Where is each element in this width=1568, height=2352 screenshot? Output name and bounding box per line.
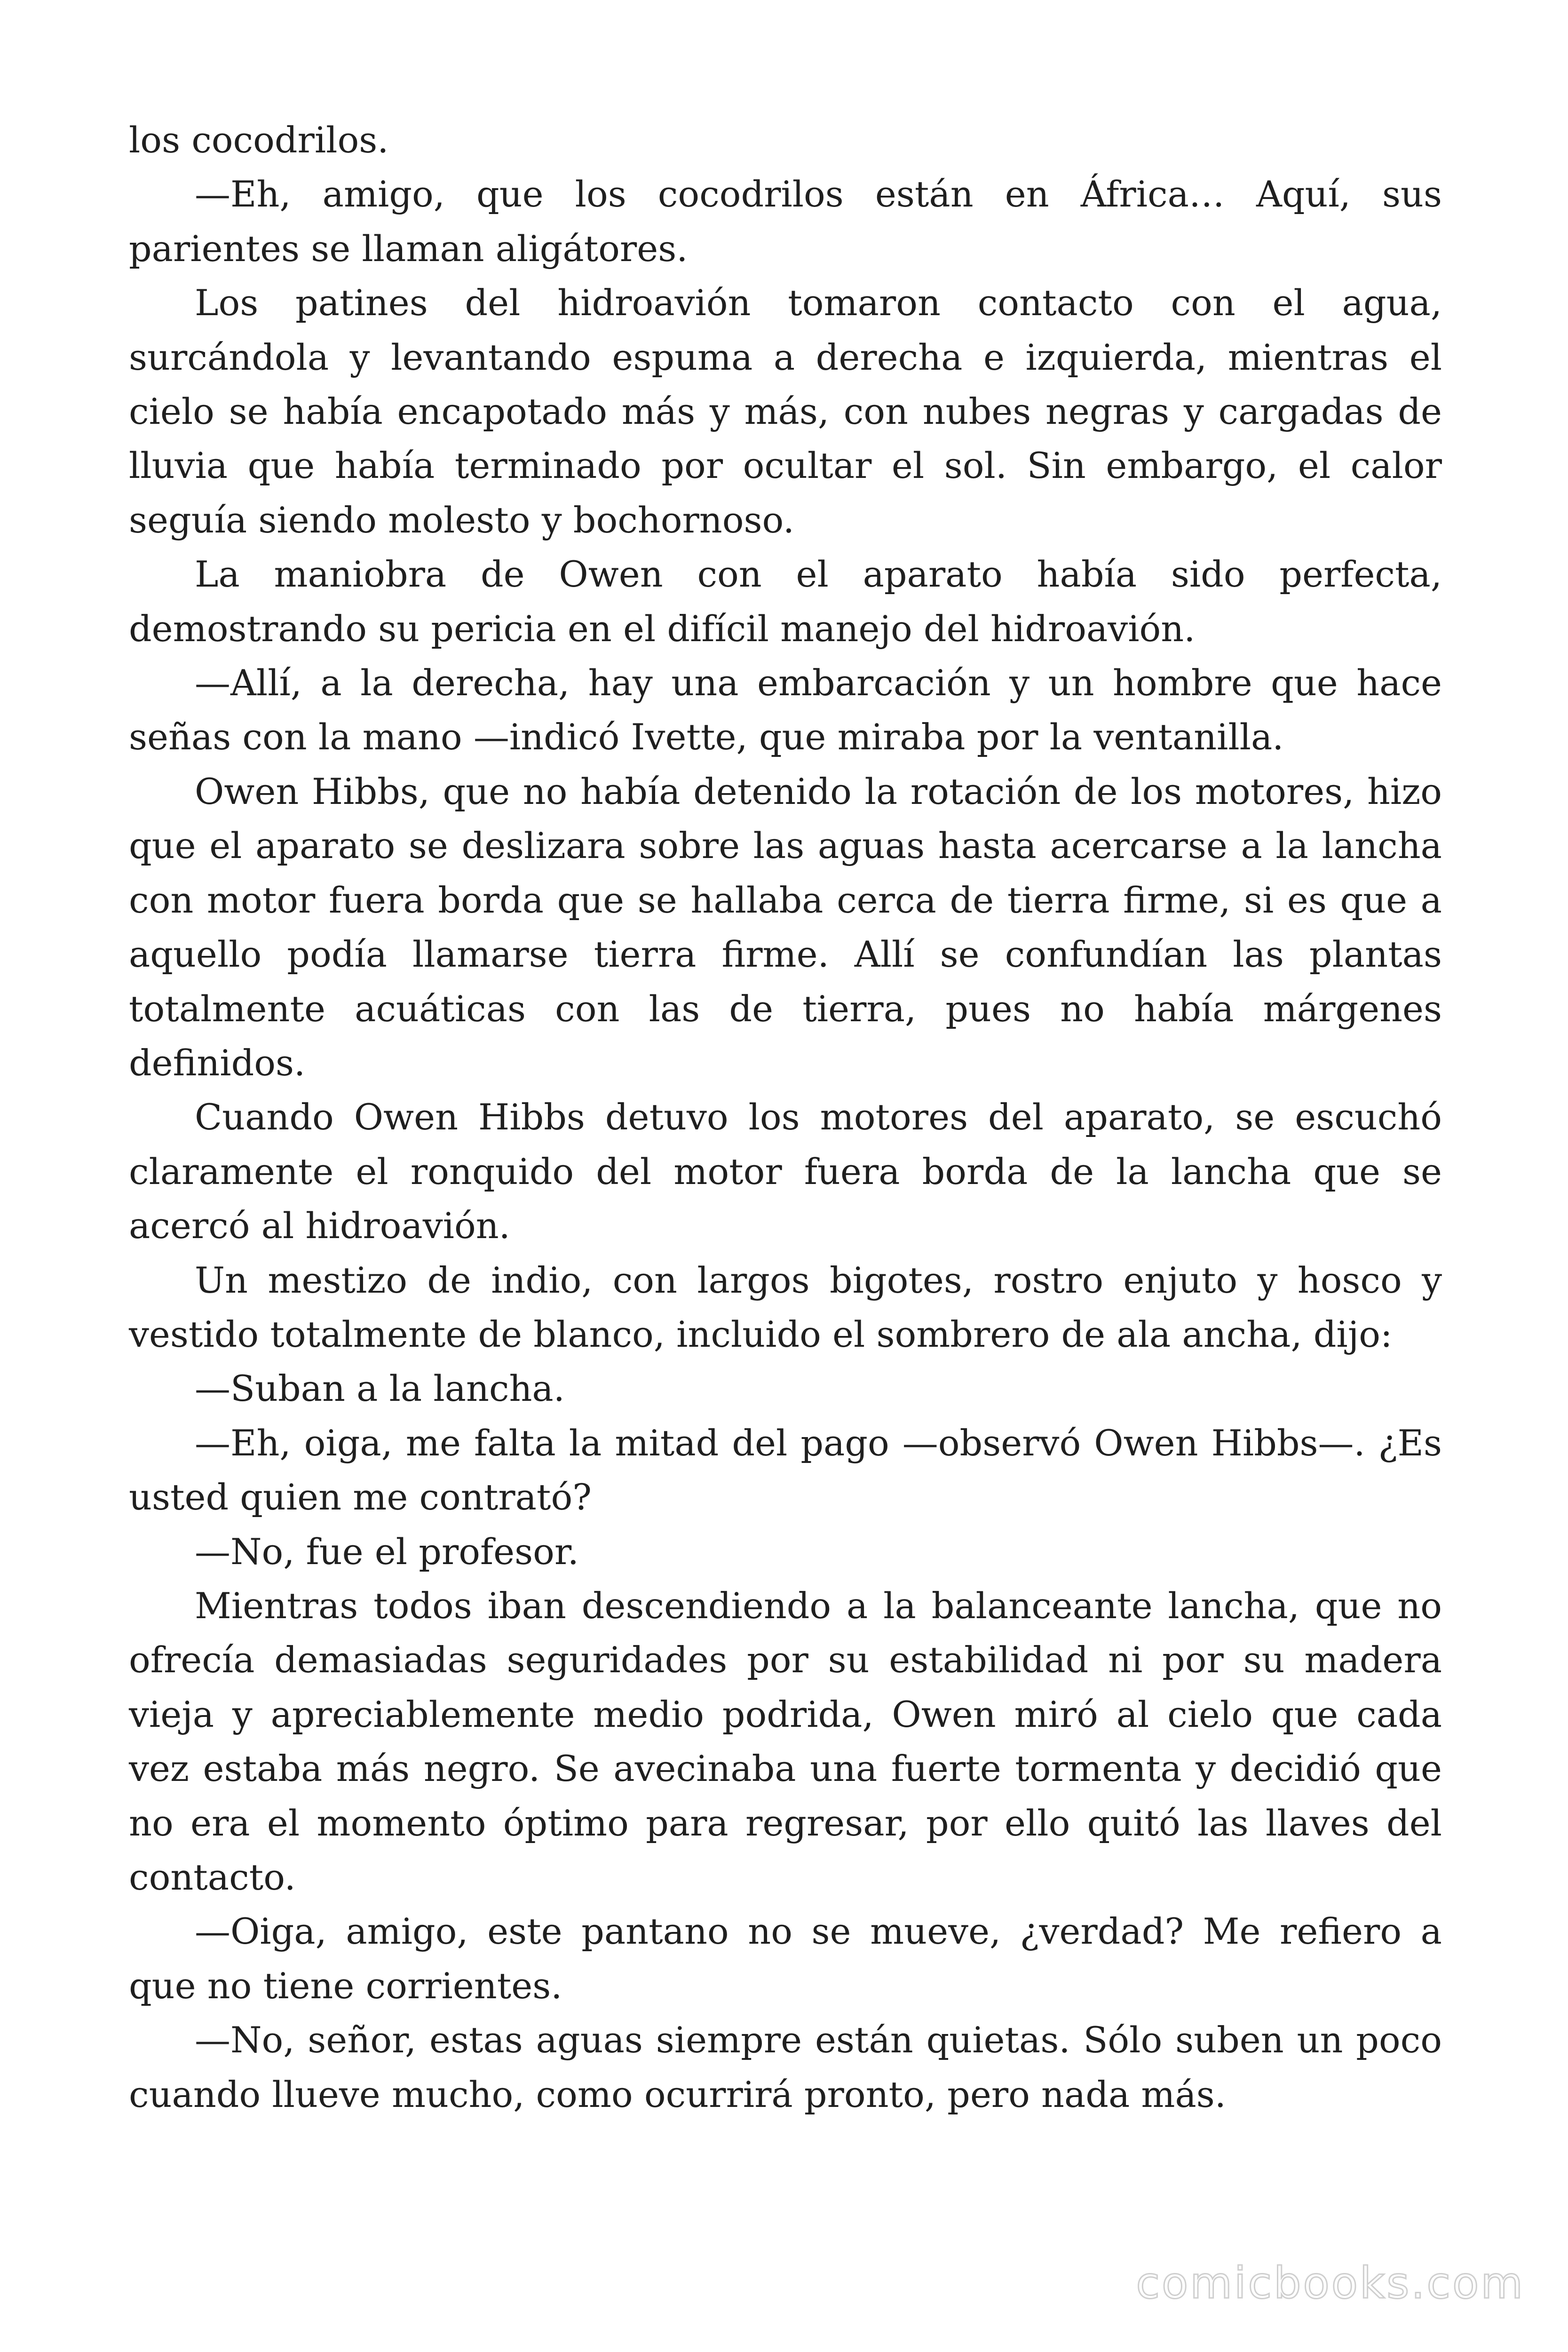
paragraph: Cuando Owen Hibbs detuvo los motores del aparato, se escuchó claramente el ronquido del motor fuera borda de la lancha que se acercó al hidroavión.: [129, 1096, 1442, 1247]
paragraph: —Oiga, amigo, este pantano no se mueve, ¿verdad? Me refiero a que no tiene corrientes.: [129, 1910, 1442, 2007]
paragraph: Owen Hibbs, que no había detenido la rotación de los motores, hizo que el aparato se deslizara sobre las aguas hasta acercarse a la lancha con motor fuera borda que se hallaba cerca de tierra firme, si es que a aquello podía llamarse tierra firme. Allí se confundían las plantas totalmente acuáticas con las de tierra, pues no había márgenes definidos.: [129, 770, 1442, 1084]
watermark: comicbooks.com: [1136, 2258, 1525, 2308]
paragraph: —Suban a la lancha.: [195, 1367, 565, 1410]
paragraph: —No, señor, estas aguas siempre están quietas. Sólo suben un poco cuando llueve mucho, como ocurrirá pronto, pero nada más.: [129, 2019, 1442, 2115]
paragraph: Un mestizo de indio, con largos bigotes, rostro enjuto y hosco y vestido totalmente de blanco, incluido el sombrero de ala ancha, dijo:: [129, 1259, 1442, 1355]
paragraph: —No, fue el profesor.: [195, 1530, 579, 1573]
paragraph: Los patines del hidroavión tomaron contacto con el agua, surcándola y levantando espuma a derecha e izquierda, mientras el cielo se había encapotado más y más, con nubes negras y cargadas de lluvia que había terminado por ocultar el sol. Sin embargo, el calor seguía siendo molesto y bochornoso.: [129, 282, 1442, 541]
paragraph: —Eh, amigo, que los cocodrilos están en África… Aquí, sus parientes se llaman aligátores.: [129, 173, 1442, 270]
paragraph: Mientras todos iban descendiendo a la balanceante lancha, que no ofrecía demasiadas seguridades por su estabilidad ni por su madera vieja y apreciablemente medio podrida, Owen miró al cielo que cada vez estaba más negro. Se avecinaba una fuerte tormenta y decidió que no era el momento óptimo para regresar, por ello quitó las llaves del contacto.: [129, 1584, 1442, 1898]
body-text: [129, 113, 1442, 2122]
paragraph: —Allí, a la derecha, hay una embarcación y un hombre que hace señas con la mano —indicó Ivette, que miraba por la ventanilla.: [129, 662, 1442, 758]
paragraph: —Eh, oiga, me falta la mitad del pago —observó Owen Hibbs—. ¿Es usted quien me contrató?: [129, 1422, 1442, 1518]
paragraph: los cocodrilos.: [129, 119, 389, 161]
paragraph: La maniobra de Owen con el aparato había sido perfecta, demostrando su pericia en el difícil manejo del hidroavión.: [129, 553, 1442, 650]
